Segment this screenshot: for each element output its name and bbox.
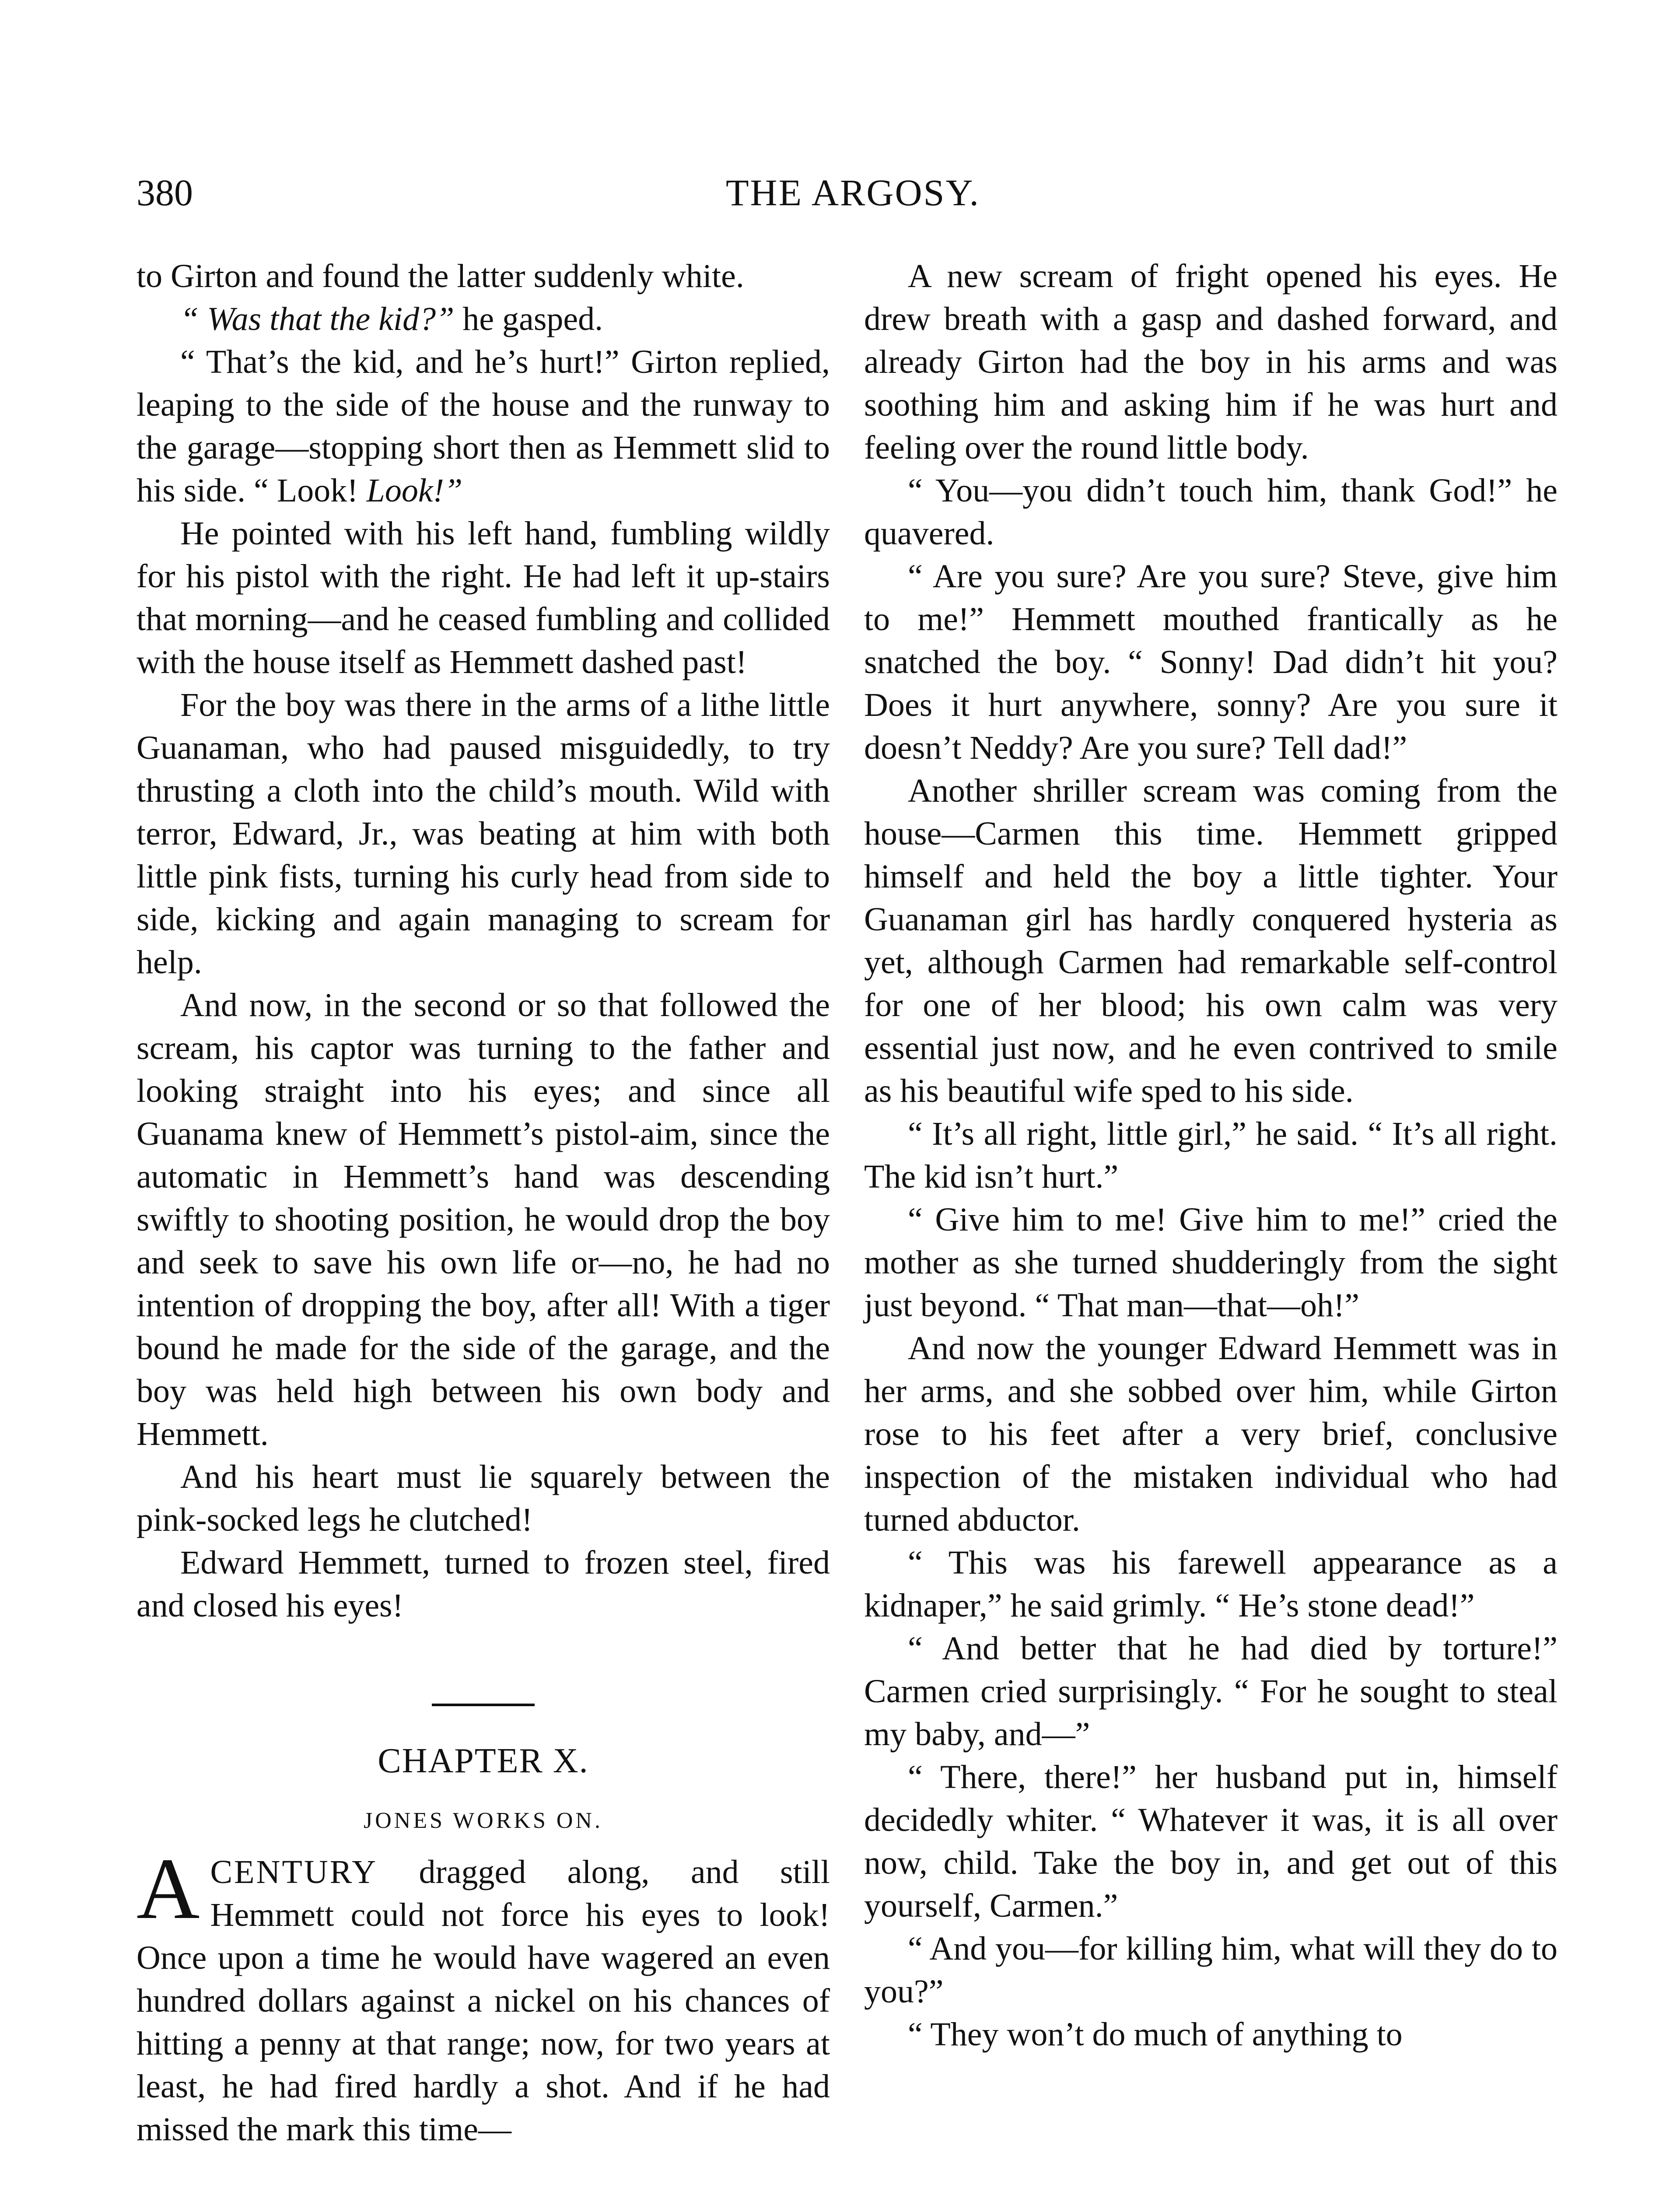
- chapter-divider: [432, 1704, 535, 1706]
- paragraph: “ This was his farewell appearance as a kidnaper,” he said grimly. “ He’s stone dead!”: [864, 1544, 1558, 1624]
- paragraph-text: “ That’s the kid, and he’s hurt!” Girton replied, leaping to the side of the house and the runway to the garage—stopping short then as Hemmett slid to his side. “ Look!: [136, 344, 830, 509]
- paragraph: He pointed with his left hand, fumbling wildly for his pistol with the right. He had left it up-stairs that morning—and he ceased fumbling and collided with the house itself as Hemmett dashed past!: [136, 515, 830, 680]
- paragraph: to Girton and found the latter suddenly white.: [136, 258, 744, 295]
- chapter-subtitle: JONES WORKS ON.: [364, 1808, 603, 1833]
- paragraph: “ They won’t do much of anything to: [908, 2016, 1403, 2053]
- paragraph: “ Are you sure? Are you sure? Steve, give him to me!” Hemmett mouthed frantically as he snatched the boy. “ Sonny! Dad didn’t hit you? Does it hurt anywhere, sonny? Are you sure it doesn’t Neddy? Are you sure? Tell dad!”: [864, 558, 1558, 766]
- page-number: 380: [136, 172, 193, 214]
- page-header: [136, 168, 1569, 230]
- paragraph: [136, 298, 830, 340]
- paragraph: [136, 1841, 830, 2151]
- paragraph: A new scream of fright opened his eyes. He drew breath with a gasp and dashed forward, and already Girton had the boy in his arms and was soothing him and asking him if he was hurt and feeling over the round little body.: [864, 258, 1558, 466]
- paragraph: “ You—you didn’t touch him, thank God!” he quavered.: [864, 472, 1558, 552]
- paragraph: “ And you—for killing him, what will they do to you?”: [864, 1930, 1558, 2010]
- paragraph: [136, 340, 830, 512]
- paragraph: “ There, there!” her husband put in, himself decidedly whiter. “ Whatever it was, it is all over now, child. Take the boy in, and get out of this yourself, Carmen.”: [864, 1759, 1558, 1924]
- italic-text: “ Was that the kid?”: [180, 301, 455, 337]
- paragraph-text: he gasped.: [454, 301, 603, 337]
- drop-cap: A: [136, 1841, 200, 1937]
- paragraph: And now the younger Edward Hemmett was in her arms, and she sobbed over him, while Girton rose to his feet after a very brief, conclusive inspection of the mistaken individual who had turned abductor.: [864, 1330, 1558, 1538]
- paragraph: “ And better that he had died by torture!” Carmen cried surprisingly. “ For he sought to steal my baby, and—”: [864, 1630, 1558, 1753]
- small-caps-text: CENTURY: [210, 1854, 378, 1890]
- paragraph: “ It’s all right, little girl,” he said. “ It’s all right. The kid isn’t hurt.”: [864, 1115, 1558, 1195]
- paragraph: Edward Hemmett, turned to frozen steel, fired and closed his eyes!: [136, 1544, 830, 1624]
- paragraph: “ Give him to me! Give him to me!” cried the mother as she turned shudderingly from the sight just beyond. “ That man—that—oh!”: [864, 1201, 1558, 1324]
- paragraph: For the boy was there in the arms of a lithe little Guanaman, who had paused misguidedly, to try thrusting a cloth into the child’s mouth. Wild with terror, Edward, Jr., was beating at him with both little pink fists, turning his curly head from side to side, kicking and again managing to scream for help.: [136, 687, 830, 981]
- paragraph: And now, in the second or so that followed the scream, his captor was turning to the father and looking straight into his eyes; and since all Guanama knew of Hemmett’s pistol-aim, since the automatic in Hemmett’s hand was descending swiftly to shooting position, he would drop the boy and seek to save his own life or—no, he had no intention of dropping the boy, after all! With a tiger bound he made for the side of the garage, and the boy was held high between his own body and Hemmett.: [136, 987, 830, 1452]
- paragraph: And his heart must lie squarely between the pink-socked legs he clutched!: [136, 1459, 830, 1538]
- running-head: THE ARGOSY.: [726, 172, 980, 214]
- italic-text: Look!”: [366, 472, 463, 509]
- paragraph: Another shriller scream was coming from the house—Carmen this time. Hemmett gripped himself and held the boy a little tighter. Your Guanaman girl has hardly conquered hysteria as yet, although Carmen had remarkable self-control for one of her blood; his own calm was very essential just now, and he even contrived to smile as his beautiful wife sped to his side.: [864, 772, 1558, 1109]
- paragraph-text: dragged along, and still Hemmett could not force his eyes to look! Once upon a time he would have wagered an even hundred dollars against a nickel on his chances of hitting a penny at that range; now, for two years at least, he had fired hardly a shot. And if he had missed the mark this time—: [136, 1854, 830, 2148]
- right-column: [864, 255, 1558, 2056]
- chapter-title: CHAPTER X.: [378, 1742, 589, 1780]
- left-column: [136, 255, 830, 2151]
